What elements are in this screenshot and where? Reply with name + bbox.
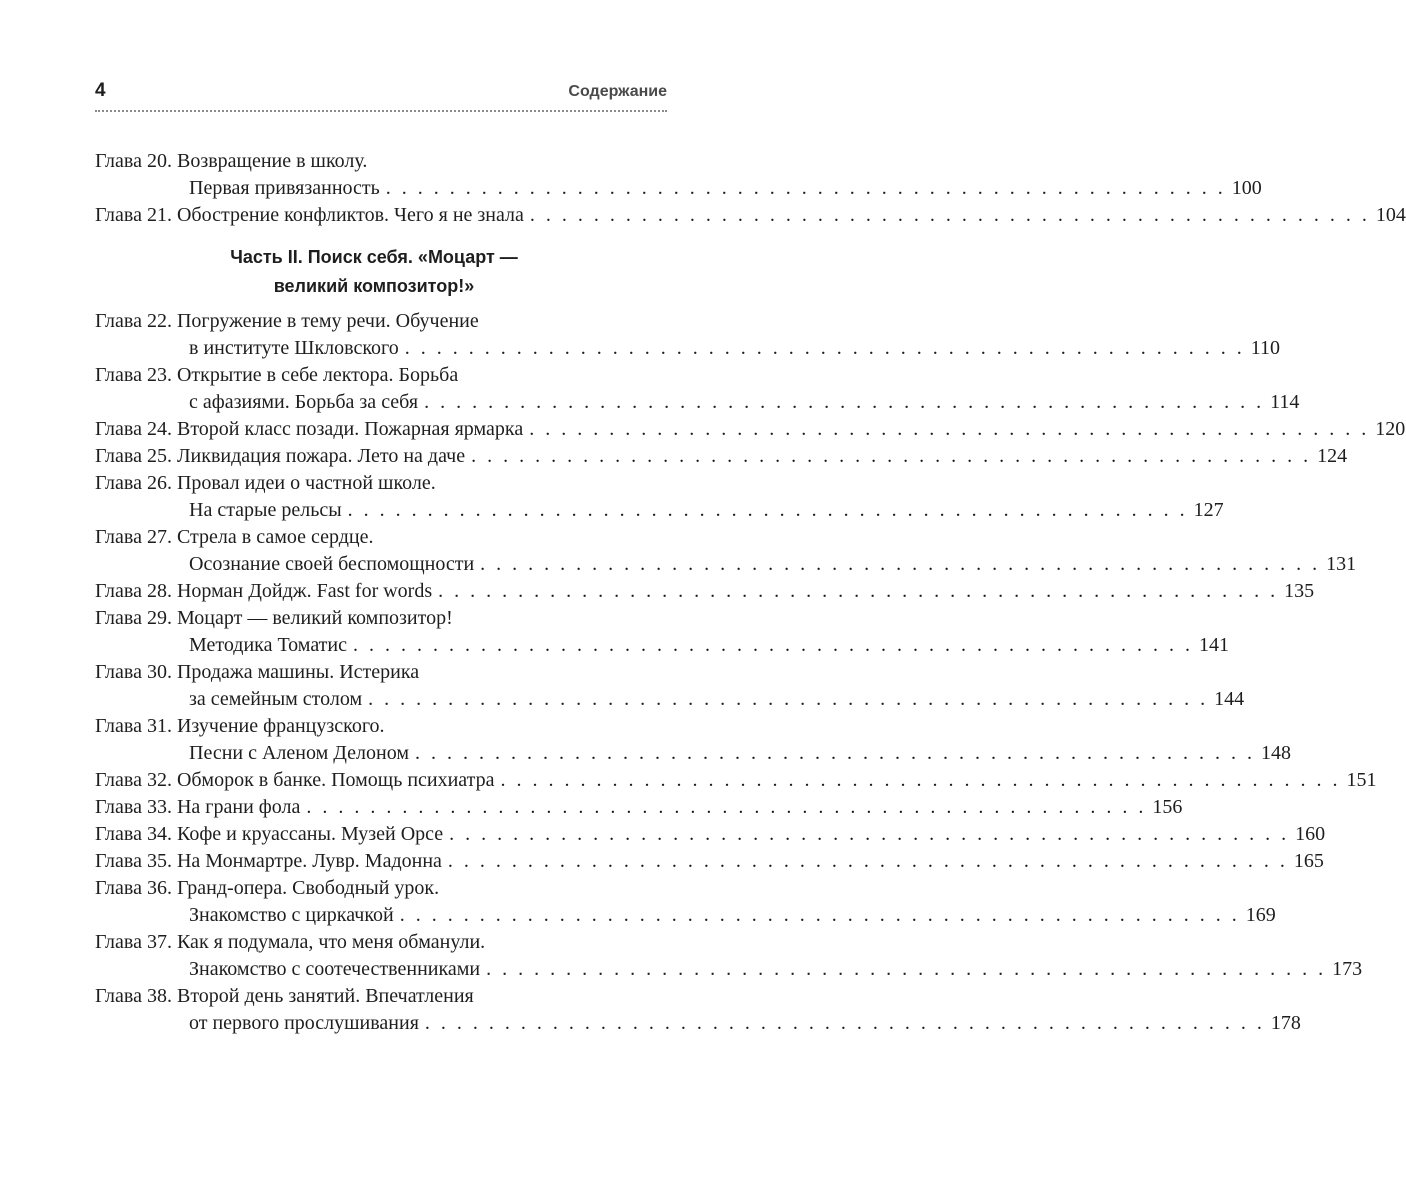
chapter-title-continued: Первая привязанность <box>189 177 380 199</box>
toc-entry-line <box>95 767 1377 794</box>
toc-entry-line <box>95 443 1348 470</box>
dot-leader: . . . . . . . . . . . . . . . . . . . . . . . . . . . . . . . . . . . . . . . . . . . . . . . . . . . . . <box>438 580 1279 602</box>
toc-list <box>95 148 1406 229</box>
chapter-title: Погружение в тему речи. Обучение <box>176 310 479 332</box>
dot-leader: . . . . . . . . . . . . . . . . . . . . . . . . . . . . . . . . . . . . . . . . . . . . . . . . . . . . . <box>385 177 1226 199</box>
page-number: 104 <box>1375 204 1406 226</box>
chapter-title: Моцарт — великий композитор! <box>176 607 453 629</box>
toc-entry <box>95 148 1262 202</box>
toc-entry-line <box>95 713 653 740</box>
running-title: Содержание <box>568 83 667 100</box>
toc-entry <box>95 470 1224 524</box>
toc-entry <box>95 362 1300 416</box>
toc-entry <box>95 929 1363 983</box>
page-number: 160 <box>1295 823 1326 845</box>
dot-leader: . . . . . . . . . . . . . . . . . . . . . . . . . . . . . . . . . . . . . . . . . . . . . . . . . . . . . <box>471 445 1312 467</box>
chapter-title-continued: Методика Томатис <box>189 634 347 656</box>
toc-entry-line <box>95 416 1406 443</box>
toc-entry-line <box>95 175 1262 202</box>
chapter-title: Как я подумала, что меня обманули. <box>176 931 486 953</box>
toc-entry <box>95 578 1315 605</box>
toc-entry <box>95 821 1326 848</box>
toc-entry-line <box>95 794 1183 821</box>
chapter-title: Провал идеи о частной школе. <box>176 472 436 494</box>
toc-entry-line <box>95 524 653 551</box>
chapter-label: Глава 31. <box>95 715 172 737</box>
toc-entry-line <box>95 470 653 497</box>
toc-entry-line <box>95 578 1315 605</box>
chapter-title-continued: от первого прослушивания <box>189 1012 419 1034</box>
page-number: 124 <box>1317 445 1348 467</box>
chapter-title: Продажа машины. Истерика <box>176 661 420 683</box>
toc-entry-line <box>95 929 653 956</box>
toc-entry-line <box>95 362 653 389</box>
chapter-title-continued: за семейным столом <box>189 688 363 710</box>
dot-leader: . . . . . . . . . . . . . . . . . . . . . . . . . . . . . . . . . . . . . . . . . . . . . . . . . . . . . <box>353 634 1193 656</box>
page-number: 173 <box>1332 958 1363 980</box>
toc-entry-line <box>95 956 1363 983</box>
chapter-title-continued: с афазиями. Борьба за себя <box>189 391 419 413</box>
chapter-title: Второй день занятий. Впечатления <box>176 985 474 1007</box>
chapter-label: Глава 26. <box>95 472 172 494</box>
dot-leader: . . . . . . . . . . . . . . . . . . . . . . . . . . . . . . . . . . . . . . . . . . . . . . . . . . . . . <box>404 337 1245 359</box>
chapter-title: На грани фола <box>176 796 301 818</box>
part-heading-line: Часть II. Поиск себя. «Моцарт — <box>230 247 518 267</box>
toc-entry-line <box>95 308 653 335</box>
toc-entry <box>95 659 1245 713</box>
chapter-title: Стрела в самое сердце. <box>176 526 374 548</box>
toc-entry <box>95 443 1348 470</box>
page-number: 169 <box>1245 904 1276 926</box>
toc-entry-line <box>95 821 1326 848</box>
chapter-title-continued: На старые рельсы <box>189 499 342 521</box>
chapter-title-continued: Знакомство с циркачкой <box>189 904 394 926</box>
chapter-label: Глава 38. <box>95 985 172 1007</box>
dot-leader: . . . . . . . . . . . . . . . . . . . . . . . . . . . . . . . . . . . . . . . . . . . . . . . . . . . . . <box>306 796 1147 818</box>
toc-entry-line <box>95 335 1281 362</box>
dot-leader: . . . . . . . . . . . . . . . . . . . . . . . . . . . . . . . . . . . . . . . . . . . . . . . . . . . . . <box>447 850 1288 872</box>
toc-entry <box>95 767 1377 794</box>
chapter-title: На Монмартре. Лувр. Мадонна <box>176 850 442 872</box>
toc-entry-line <box>95 202 1406 229</box>
chapter-label: Глава 24. <box>95 418 172 440</box>
dot-leader: . . . . . . . . . . . . . . . . . . . . . . . . . . . . . . . . . . . . . . . . . . . . . . . . . . . . . <box>500 769 1341 791</box>
page-number: 4 <box>95 80 106 101</box>
chapter-title: Обострение конфликтов. Чего я не знала <box>176 204 524 226</box>
chapter-label: Глава 37. <box>95 931 172 953</box>
dot-leader: . . . . . . . . . . . . . . . . . . . . . . . . . . . . . . . . . . . . . . . . . . . . . . . . . . . . . <box>424 391 1265 413</box>
toc-entry <box>95 202 1406 229</box>
toc-entry-line <box>95 983 653 1010</box>
chapter-label: Глава 28. <box>95 580 172 602</box>
chapter-label: Глава 32. <box>95 769 172 791</box>
toc-list <box>95 308 1406 1037</box>
chapter-label: Глава 23. <box>95 364 172 386</box>
chapter-title: Второй класс позади. Пожарная ярмарка <box>176 418 524 440</box>
chapter-title-continued: в институте Шкловского <box>189 337 399 359</box>
page-number: 127 <box>1193 499 1224 521</box>
page-number: 131 <box>1326 553 1357 575</box>
page-number: 151 <box>1346 769 1377 791</box>
toc-entry-line <box>95 659 653 686</box>
toc-entry <box>95 848 1324 875</box>
page-number: 120 <box>1375 418 1406 440</box>
toc-entry <box>95 713 1291 767</box>
toc-entry <box>95 605 1229 659</box>
page-number: 114 <box>1270 391 1300 413</box>
part-heading <box>95 243 653 301</box>
dot-leader: . . . . . . . . . . . . . . . . . . . . . . . . . . . . . . . . . . . . . . . . . . . . . . . . . . . . . <box>449 823 1290 845</box>
chapter-label: Глава 34. <box>95 823 172 845</box>
dot-leader: . . . . . . . . . . . . . . . . . . . . . . . . . . . . . . . . . . . . . . . . . . . . . . . . . . . . . <box>529 204 1370 226</box>
chapter-label: Глава 29. <box>95 607 172 629</box>
page-number: 165 <box>1293 850 1324 872</box>
chapter-title: Обморок в банке. Помощь психиатра <box>176 769 495 791</box>
dot-leader: . . . . . . . . . . . . . . . . . . . . . . . . . . . . . . . . . . . . . . . . . . . . . . . . . . . . . <box>399 904 1240 926</box>
toc-entry <box>95 983 1301 1037</box>
toc-entry <box>95 875 1276 929</box>
chapter-title: Возвращение в школу. <box>176 150 368 172</box>
toc-entry-line <box>95 1010 1301 1037</box>
toc-entry-line <box>95 848 1324 875</box>
chapter-title-continued: Знакомство с соотечественниками <box>189 958 481 980</box>
dot-leader: . . . . . . . . . . . . . . . . . . . . . . . . . . . . . . . . . . . . . . . . . . . . . . . . . . . . . <box>368 688 1209 710</box>
dot-leader: . . . . . . . . . . . . . . . . . . . . . . . . . . . . . . . . . . . . . . . . . . . . . . . . . . . . . <box>347 499 1188 521</box>
chapter-label: Глава 22. <box>95 310 172 332</box>
toc-entry-line <box>95 686 1245 713</box>
dot-leader: . . . . . . . . . . . . . . . . . . . . . . . . . . . . . . . . . . . . . . . . . . . . . . . . . . . . . <box>480 553 1321 575</box>
chapter-title: Гранд-опера. Свободный урок. <box>176 877 440 899</box>
toc-entry-line <box>95 148 653 175</box>
toc-entry <box>95 416 1406 443</box>
chapter-title: Открытие в себе лектора. Борьба <box>176 364 459 386</box>
toc-entry-line <box>95 902 1276 929</box>
toc-entry <box>95 308 1281 362</box>
table-of-contents <box>95 148 1406 1037</box>
page-number: 135 <box>1284 580 1315 602</box>
dot-leader: . . . . . . . . . . . . . . . . . . . . . . . . . . . . . . . . . . . . . . . . . . . . . . . . . . . . . <box>486 958 1327 980</box>
chapter-title: Ликвидация пожара. Лето на даче <box>176 445 466 467</box>
chapter-label: Глава 20. <box>95 150 172 172</box>
toc-entry-line <box>95 389 1300 416</box>
chapter-title: Изучение французского. <box>176 715 385 737</box>
toc-entry-line <box>95 875 653 902</box>
page-number: 110 <box>1250 337 1281 359</box>
toc-entry-line <box>95 551 1357 578</box>
toc-entry-line <box>95 605 653 632</box>
page-number: 178 <box>1270 1012 1301 1034</box>
dot-leader: . . . . . . . . . . . . . . . . . . . . . . . . . . . . . . . . . . . . . . . . . . . . . . . . . . . . . <box>424 1012 1265 1034</box>
chapter-label: Глава 27. <box>95 526 172 548</box>
chapter-title-continued: Осознание своей беспомощности <box>189 553 475 575</box>
chapter-label: Глава 35. <box>95 850 172 872</box>
chapter-label: Глава 30. <box>95 661 172 683</box>
page-number: 156 <box>1152 796 1183 818</box>
chapter-title-continued: Песни с Аленом Делоном <box>189 742 409 764</box>
page-header <box>95 78 667 112</box>
toc-entry-line <box>95 497 1224 524</box>
toc-entry <box>95 524 1357 578</box>
page-number: 144 <box>1214 688 1245 710</box>
chapter-label: Глава 33. <box>95 796 172 818</box>
chapter-label: Глава 25. <box>95 445 172 467</box>
page-number: 141 <box>1199 634 1229 656</box>
page-number: 100 <box>1231 177 1262 199</box>
chapter-title: Кофе и круассаны. Музей Орсе <box>176 823 444 845</box>
dot-leader: . . . . . . . . . . . . . . . . . . . . . . . . . . . . . . . . . . . . . . . . . . . . . . . . . . . . . <box>414 742 1255 764</box>
toc-entry <box>95 794 1183 821</box>
part-heading-line: великий композитор!» <box>273 276 475 296</box>
page-number: 148 <box>1260 742 1291 764</box>
chapter-label: Глава 36. <box>95 877 172 899</box>
chapter-label: Глава 21. <box>95 204 172 226</box>
toc-entry-line <box>95 740 1291 767</box>
chapter-title: Норман Дойдж. Fast for words <box>176 580 433 602</box>
dot-leader: . . . . . . . . . . . . . . . . . . . . . . . . . . . . . . . . . . . . . . . . . . . . . . . . . . . . . <box>529 418 1370 440</box>
toc-entry-line <box>95 632 1229 659</box>
